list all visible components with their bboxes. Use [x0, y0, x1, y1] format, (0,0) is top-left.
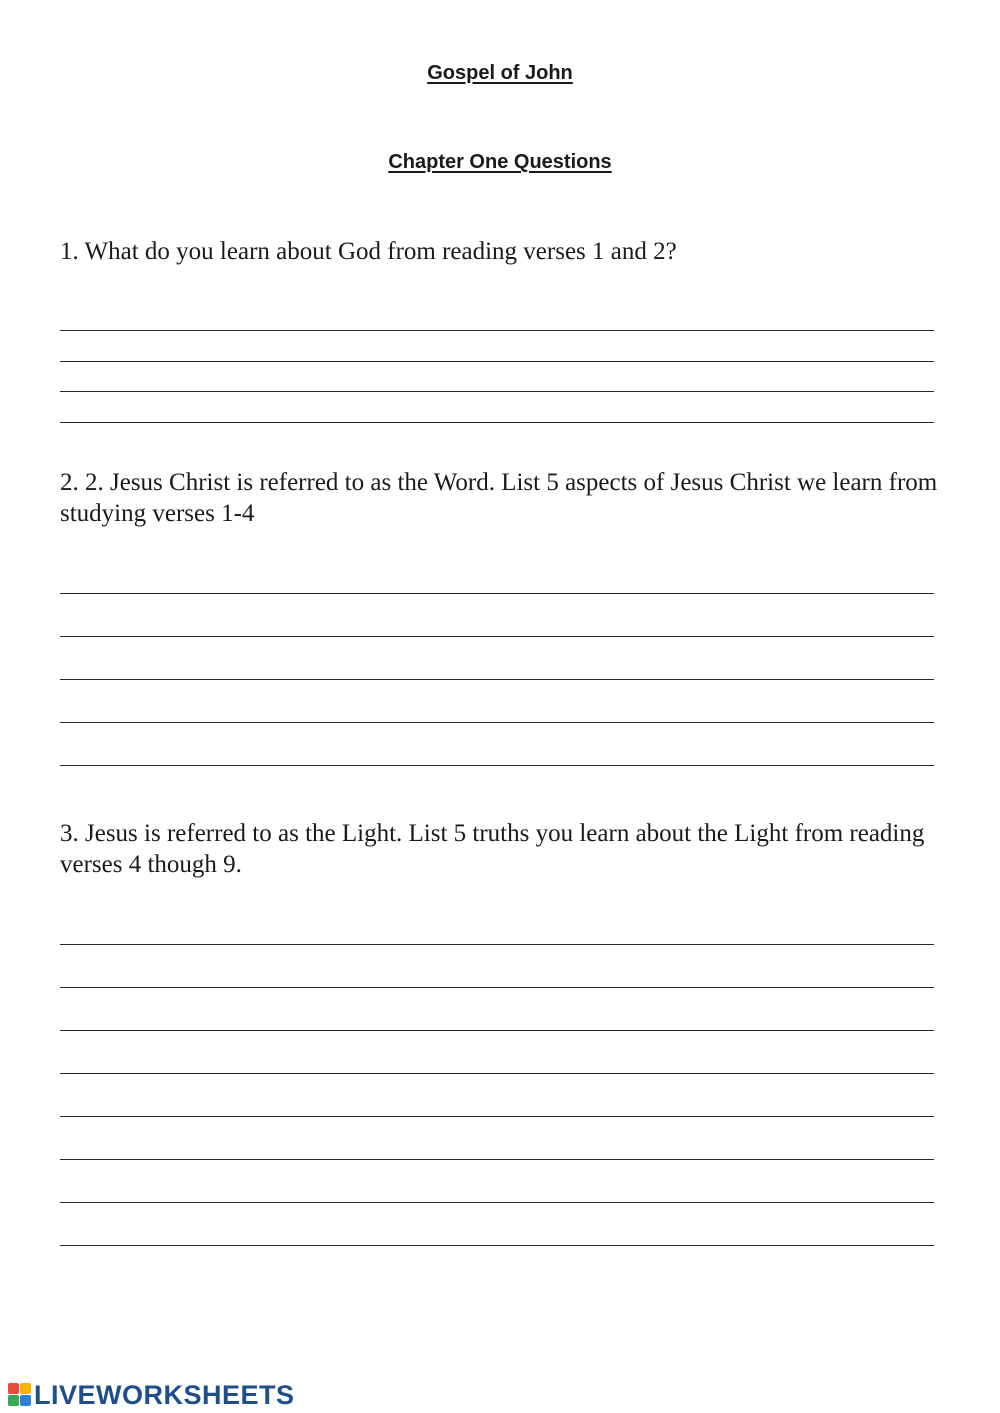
document-title: Gospel of John — [427, 62, 573, 84]
answer-line[interactable] — [60, 944, 934, 945]
answer-line[interactable] — [60, 987, 934, 988]
logo-square-icon — [8, 1383, 19, 1394]
answer-line[interactable] — [60, 361, 934, 362]
question-1: 1. What do you learn about God from reading verses 1 and 2? — [60, 238, 677, 265]
liveworksheets-logo — [8, 1380, 295, 1410]
question-3: 3. Jesus is referred to as the Light. List 5 truths you learn about the Light from reading verses 4 though 9. — [60, 820, 925, 878]
answer-line[interactable] — [60, 679, 934, 680]
answer-line[interactable] — [60, 1159, 934, 1160]
answer-line[interactable] — [60, 330, 934, 331]
answer-line[interactable] — [60, 422, 934, 423]
brand-name: LIVEWORKSHEETS — [34, 1379, 295, 1410]
answer-line[interactable] — [60, 391, 934, 392]
answer-line[interactable] — [60, 765, 934, 766]
chapter-title: Chapter One Questions — [388, 151, 612, 173]
answer-line[interactable] — [60, 1116, 934, 1117]
logo-square-icon — [8, 1395, 19, 1406]
answer-line[interactable] — [60, 1202, 934, 1203]
logo-square-icon — [20, 1395, 31, 1406]
answer-line[interactable] — [60, 722, 934, 723]
answer-line[interactable] — [60, 1073, 934, 1074]
answer-line[interactable] — [60, 1030, 934, 1031]
answer-line[interactable] — [60, 636, 934, 637]
liveworksheets-logo-icon — [8, 1383, 32, 1407]
answer-line[interactable] — [60, 1245, 934, 1246]
question-2: 2. 2. Jesus Christ is referred to as the Word. List 5 aspects of Jesus Christ we learn from studying verses 1-4 — [60, 469, 938, 527]
answer-line[interactable] — [60, 593, 934, 594]
logo-square-icon — [20, 1383, 31, 1394]
